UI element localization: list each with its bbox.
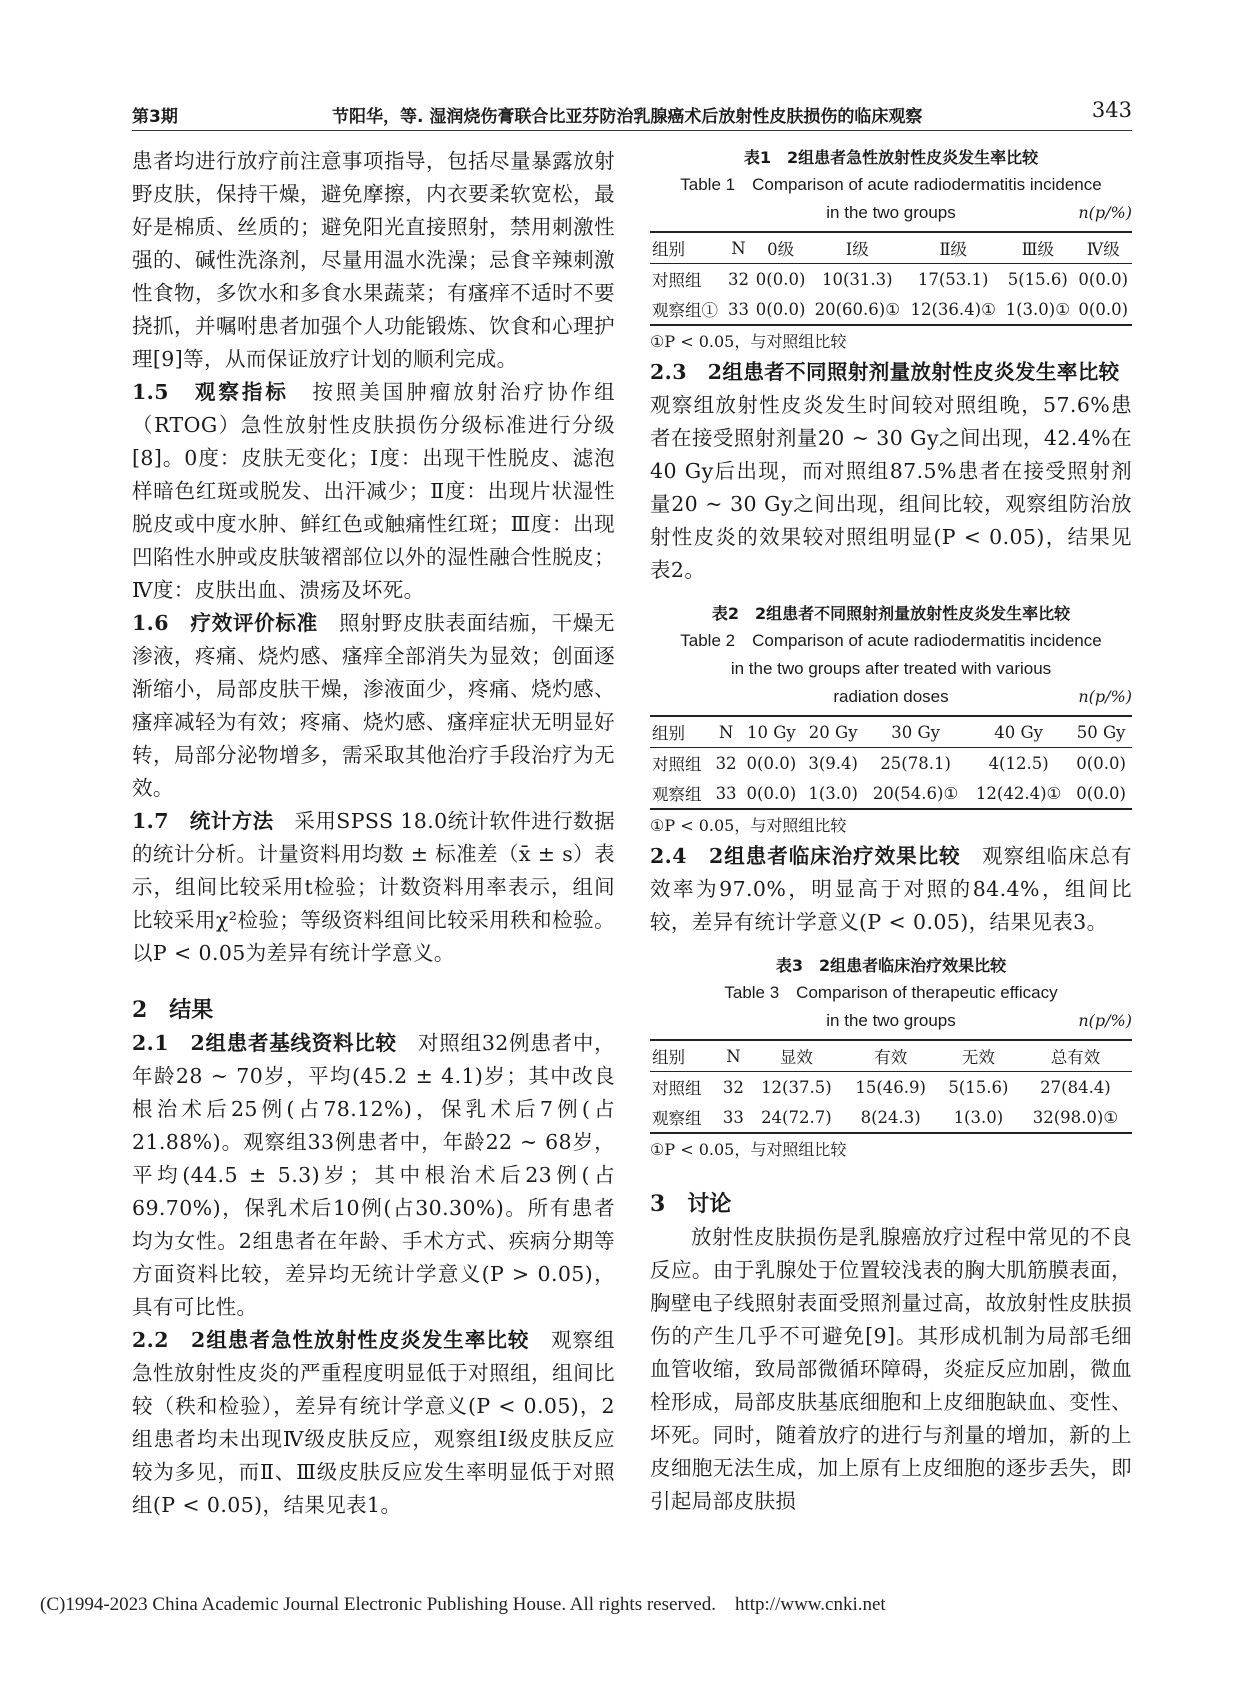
table-1-block (650, 145, 1132, 356)
left-column (132, 145, 615, 1522)
issue-label: 第3期 (132, 107, 178, 127)
table-2-unit: n(p/%) (1078, 687, 1132, 706)
table-3-block (650, 953, 1132, 1164)
spacer (650, 939, 1132, 953)
chapter-2-heading: 2 结果 (132, 997, 214, 1023)
table-1-note: ①P < 0.05，与对照组比较 (650, 332, 847, 351)
section-2-3-body: 观察组放射性皮炎发生时间较对照组晚，57.6%患者在接受照射剂量20 ~ 30 Gy之间出现，42.4%在40 Gy后出现，而对照组87.5%患者在接受照射剂量20 ~ 30 Gy之间出现，组间比较，观察组防治放射性皮炎的效果较对照组明显(P < 0.05)，结果见表2。 (650, 360, 1141, 582)
table-cell: 17(53.1) (917, 269, 989, 289)
table-cell: 4(12.5) (988, 753, 1049, 773)
table-cell: 32 (722, 1077, 744, 1097)
table-2-header-cell: 50 Gy (1070, 716, 1132, 748)
table-cell: 观察组 (650, 778, 712, 809)
table-cell: 24(72.7) (749, 1102, 843, 1133)
table-1 (650, 231, 1132, 326)
copyright-footer: (C)1994-2023 China Academic Journal Electronic Publishing House. All rights reserved. http://www.cnki.net (40, 1594, 886, 1615)
table-1-unit: n(p/%) (1078, 203, 1132, 222)
table-cell: 20(54.6)① (864, 778, 967, 809)
table-cell: 对照组 (652, 271, 702, 290)
right-column (650, 145, 1141, 1518)
table-1-header-cell: Ⅳ级 (1074, 232, 1132, 264)
table-1-header-cell: N (725, 232, 752, 264)
table-3-header-cell: 总有效 (1019, 1040, 1132, 1072)
table-3-caption-cn: 表3 2组患者临床治疗效果比较 (775, 956, 1007, 975)
table-3 (650, 1039, 1132, 1134)
table-3-caption-en-line1: Table 3 Comparison of therapeutic efficacy (724, 983, 1058, 1002)
section-2-2 (132, 1324, 615, 1522)
table-2 (650, 715, 1132, 810)
section-2-3 (650, 356, 1141, 587)
section-1-5-body: 按照美国肿瘤放射治疗协作组（RTOG）急性放射性皮肤损伤分级标准进行分级[8]。0度：皮肤无变化；Ⅰ度：出现干性脱皮、滤泡样暗色红斑或脱发、出汗减少；Ⅱ度：出现片状湿性脱皮或中度水肿、鲜红色或触痛性红斑；Ⅲ度：出现凹陷性水肿或皮肤皱褶部位以外的湿性融合性脱皮；Ⅳ度：皮肤出血、溃疡及坏死。 (132, 380, 615, 602)
section-1-5-heading: 1.5 观察指标 (132, 380, 289, 404)
table-3-caption-en-line2 (650, 1007, 1132, 1035)
section-1-7-body: 采用SPSS 18.0统计软件进行数据的统计分析。计量资料用均数 ± 标准差（x̄ ± s）表示，组间比较采用t检验；计数资料用率表示，组间比较采用χ²检验；等级资料组间比较采用秩和检验。以P < 0.05为差异有统计学意义。 (132, 809, 615, 965)
table-1-caption-cn: 表1 2组患者急性放射性皮炎发生率比较 (743, 148, 1039, 167)
table-cell: 5(15.6) (948, 1077, 1009, 1097)
table-cell: 0(0.0) (746, 753, 797, 773)
table-cell: 0(0.0) (1074, 294, 1132, 325)
chapter-3-heading: 3 讨论 (650, 1191, 732, 1217)
table-2-header-row (650, 716, 1132, 748)
table-2-caption-en-text: radiation doses (833, 687, 949, 706)
table-2-header-cell: 组别 (650, 716, 712, 748)
spacer (650, 587, 1132, 601)
section-2-4 (650, 840, 1132, 939)
header-rule (132, 130, 1132, 131)
table-cell: 观察组① (650, 294, 725, 325)
table-cell: 8(24.3) (844, 1102, 938, 1133)
table-cell: 12(37.5) (761, 1077, 832, 1097)
table-cell: 12(36.4)① (905, 294, 1001, 325)
table-cell: 5(15.6) (1007, 269, 1068, 289)
section-2-2-heading: 2.2 2组患者急性放射性皮炎发生率比较 (132, 1328, 530, 1352)
table-cell: 0(0.0) (1078, 269, 1129, 289)
table-3-note: ①P < 0.05，与对照组比较 (650, 1140, 847, 1159)
table-3-header-cell: 显效 (749, 1040, 843, 1072)
table-row (650, 778, 1132, 809)
section-1-6 (132, 607, 615, 805)
section-2-3-heading: 2.3 2组患者不同照射剂量放射性皮炎发生率比较 (650, 360, 1120, 384)
table-3-header-row (650, 1040, 1132, 1072)
table-cell: 32 (727, 269, 749, 289)
table-cell: 33 (718, 1102, 750, 1133)
section-1-7-heading: 1.7 统计方法 (132, 809, 274, 833)
page-number: 343 (1091, 98, 1132, 122)
table-1-header-cell: 0级 (752, 232, 810, 264)
table-3-unit: n(p/%) (1078, 1011, 1132, 1030)
table-2-header-cell: 30 Gy (864, 716, 967, 748)
table-row (650, 294, 1132, 325)
table-3-header-cell: 无效 (938, 1040, 1019, 1072)
table-cell: 0(0.0) (1070, 778, 1132, 809)
section-1-6-body: 照射野皮肤表面结痂，干燥无渗液，疼痛、烧灼感、瘙痒全部消失为显效；创面逐渐缩小，局部皮肤干燥，渗液面少，疼痛、烧灼感、瘙痒减轻为有效；疼痛、烧灼感、瘙痒症状无明显好转，局部分泌物增多，需采取其他治疗手段治疗为无效。 (132, 611, 615, 800)
section-2-2-body: 观察组急性放射性皮炎的严重程度明显低于对照组，组间比较（秩和检验），差异有统计学意义(P < 0.05)，2组患者均未出现Ⅳ级皮肤反应，观察组Ⅰ级皮肤反应较为多见，而Ⅱ、Ⅲ级皮肤反应发生率明显低于对照组(P < 0.05)，结果见表1。 (132, 1328, 615, 1517)
table-cell: 1(3.0) (802, 778, 864, 809)
section-1-5 (132, 376, 615, 607)
running-header (132, 98, 1132, 130)
running-title: 节阳华，等. 湿润烧伤膏联合比亚芬防治乳腺癌术后放射性皮肤损伤的临床观察 (332, 107, 923, 127)
table-2-header-cell: N (712, 716, 741, 748)
table-row (650, 264, 1132, 295)
table-1-header-cell: Ⅰ级 (809, 232, 905, 264)
table-2-caption-en-line3 (650, 683, 1132, 711)
table-cell: 1(3.0)① (1001, 294, 1074, 325)
table-cell: 0(0.0) (1076, 753, 1126, 773)
table-3-header-cell: 组别 (650, 1040, 718, 1072)
table-1-header-cell: Ⅲ级 (1001, 232, 1074, 264)
table-2-header-cell: 20 Gy (802, 716, 864, 748)
table-row (650, 1072, 1132, 1103)
table-cell: 32 (715, 753, 737, 773)
table-cell: 25(78.1) (880, 753, 951, 773)
table-cell: 0(0.0) (740, 778, 802, 809)
table-3-caption-en-text: in the two groups (826, 1011, 956, 1030)
table-3-header-cell: N (718, 1040, 750, 1072)
table-2-caption-en-line2: in the two groups after treated with various (730, 659, 1052, 678)
table-cell: 33 (712, 778, 741, 809)
section-1-7 (132, 805, 615, 970)
discussion-paragraph: 放射性皮肤损伤是乳腺癌放疗过程中常见的不良反应。由于乳腺处于位置较浅表的胸大肌筋膜表面，胸壁电子线照射表面受照剂量过高，故放射性皮肤损伤的产生几乎不可避免[9]。其形成机制为局部毛细血管收缩，致局部微循环障碍，炎症反应加剧，微血栓形成，局部皮肤基底细胞和上皮细胞缺血、变性、坏死。同时，随着放疗的进行与剂量的增加，新的上皮细胞无法生成，加上原有上皮细胞的逐步丢失，即引起局部皮肤损 (650, 1225, 1132, 1513)
section-1-6-heading: 1.6 疗效评价标准 (132, 611, 318, 635)
table-cell: 3(9.4) (808, 753, 858, 773)
table-1-caption-en-text: in the two groups (826, 203, 956, 222)
table-cell: 27(84.4) (1040, 1077, 1111, 1097)
table-2-note: ①P < 0.05，与对照组比较 (650, 816, 847, 835)
table-row (650, 748, 1132, 779)
table-1-caption-en-line1: Table 1 Comparison of acute radiodermatitis incidence (680, 175, 1102, 194)
table-row (650, 1102, 1132, 1133)
table-3-header-cell: 有效 (844, 1040, 938, 1072)
table-1-header-cell: Ⅱ级 (905, 232, 1001, 264)
section-2-1 (132, 1027, 615, 1324)
intro-paragraph: 患者均进行放疗前注意事项指导，包括尽量暴露放射野皮肤，保持干燥，避免摩擦，内衣要柔软宽松，最好是棉质、丝质的；避免阳光直接照射，禁用刺激性强的、碱性洗涤剂，尽量用温水洗澡；忌食辛辣刺激性食物，多饮水和多食水果蔬菜；有瘙痒不适时不要挠抓，并嘱咐患者加强个人功能锻炼、饮食和心理护理[9]等，从而保证放疗计划的顺利完成。 (132, 149, 615, 371)
table-cell: 10(31.3) (821, 269, 893, 289)
table-1-header-cell: 组别 (650, 232, 725, 264)
table-cell: 观察组 (650, 1102, 718, 1133)
section-2-1-heading: 2.1 2组患者基线资料比较 (132, 1031, 397, 1055)
table-cell: 对照组 (652, 1079, 702, 1098)
table-2-header-cell: 10 Gy (740, 716, 802, 748)
section-2-4-body: 观察组临床总有效率为97.0%，明显高于对照的84.4%，组间比较，差异有统计学意义(P < 0.05)，结果见表3。 (650, 844, 1132, 934)
table-1-header-row (650, 232, 1132, 264)
table-2-block (650, 601, 1132, 840)
section-2-1-body: 对照组32例患者中，年龄28 ~ 70岁，平均(45.2 ± 4.1)岁；其中改良根治术后25例(占78.12%)，保乳术后7例(占21.88%)。观察组33例患者中，年龄22 ~ 68岁，平均(44.5 ± 5.3)岁；其中根治术后23例(占69.70%)，保乳术后10例(占30.30%)。所有患者均为女性。2组患者在年龄、手术方式、疾病分期等方面资料比较，差异均无统计学意义(P > 0.05)，具有可比性。 (132, 1031, 615, 1319)
table-cell: 0(0.0) (752, 294, 810, 325)
table-cell: 0(0.0) (755, 269, 806, 289)
table-2-caption-cn: 表2 2组患者不同照射剂量放射性皮炎发生率比较 (711, 604, 1071, 623)
section-2-4-heading: 2.4 2组患者临床治疗效果比较 (650, 844, 961, 868)
table-cell: 对照组 (652, 755, 702, 774)
table-2-caption-en-line1: Table 2 Comparison of acute radiodermatitis incidence (680, 631, 1102, 650)
table-cell: 33 (725, 294, 752, 325)
table-cell: 15(46.9) (855, 1077, 926, 1097)
table-1-caption-en-line2 (650, 199, 1132, 227)
table-cell: 32(98.0)① (1019, 1102, 1132, 1133)
table-2-header-cell: 40 Gy (967, 716, 1070, 748)
table-cell: 1(3.0) (938, 1102, 1019, 1133)
table-cell: 20(60.6)① (809, 294, 905, 325)
table-cell: 12(42.4)① (967, 778, 1070, 809)
